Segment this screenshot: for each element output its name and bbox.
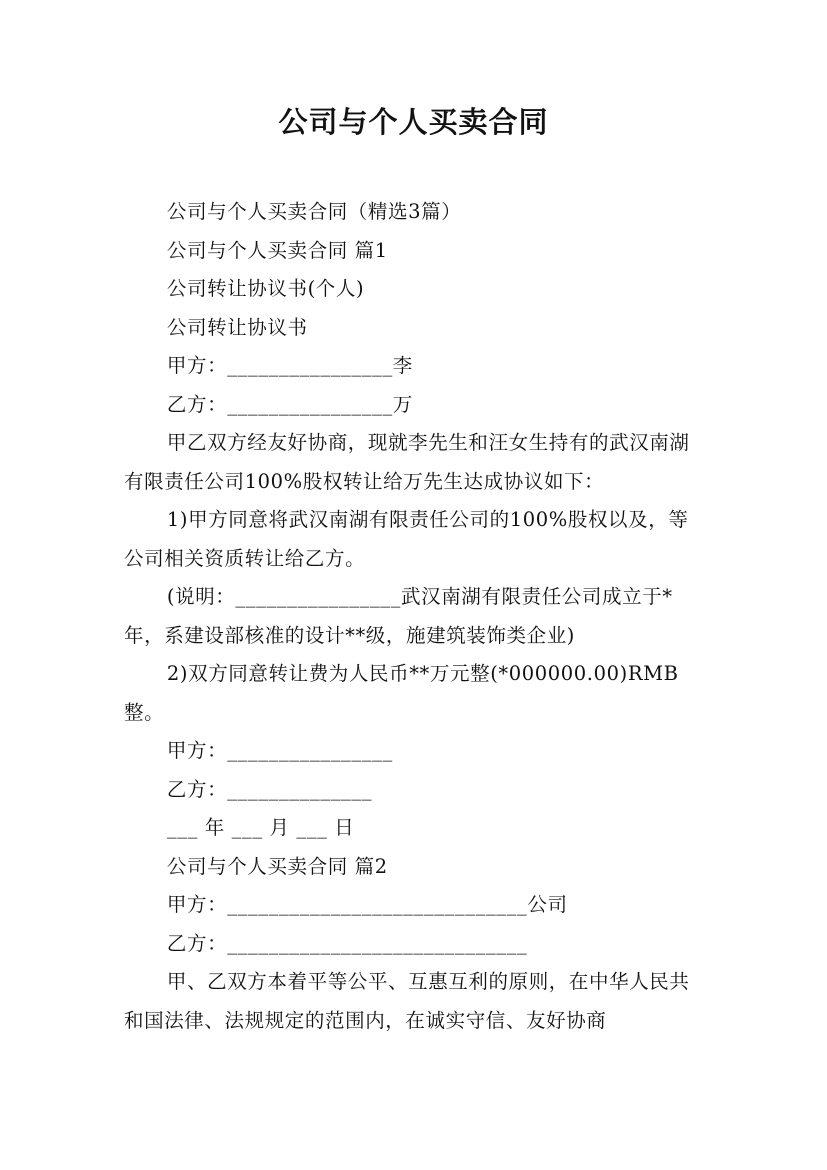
paragraph-note: (说明：________________武汉南湖有限责任公司成立于*年，系建设部核准的设计**级，施建筑装饰类企业): [124, 585, 673, 647]
paragraph-agreement-intro: 甲乙双方经友好协商，现就李先生和汪女生持有的武汉南湖有限责任公司100%股权转让给万先生达成协议如下：: [124, 431, 690, 493]
document-body: [124, 193, 704, 1040]
paragraph-date: ___ 年 ___ 月 ___ 日: [166, 816, 355, 839]
paragraph-party-a-line: 甲方：________________李: [166, 354, 413, 377]
paragraph-subtitle-personal: 公司转让协议书(个人): [166, 277, 365, 300]
paragraph-clause-2: 2)双方同意转让费为人民币**万元整(*000000.00)RMB整。: [124, 662, 679, 724]
paragraph-part2-heading: 公司与个人买卖合同 篇2: [166, 854, 388, 878]
paragraph-sign-party-b: 乙方：______________: [166, 777, 373, 801]
paragraph-part2-party-b: 乙方：_____________________________: [166, 931, 528, 955]
paragraph-part2-principles: 甲、乙双方本着平等公平、互惠互利的原则，在中华人民共和国法律、法规规定的范围内，在诚实守信、友好协商: [124, 970, 690, 1032]
paragraph-intro: 公司与个人买卖合同（精选3篇）: [166, 200, 462, 223]
paragraph-clause-1: 1)甲方同意将武汉南湖有限责任公司的100%股权以及，等公司相关资质转让给乙方。: [124, 508, 689, 570]
paragraph-party-b-line: 乙方：________________万: [166, 392, 413, 416]
paragraph-subtitle: 公司转让协议书: [166, 315, 308, 339]
paragraph-part1-heading: 公司与个人买卖合同 篇1: [166, 238, 388, 262]
paragraph-part2-party-a: 甲方：_____________________________公司: [166, 893, 568, 916]
paragraph-sign-party-a: 甲方：________________: [166, 739, 393, 762]
document-title: 公司与个人买卖合同: [278, 105, 549, 139]
